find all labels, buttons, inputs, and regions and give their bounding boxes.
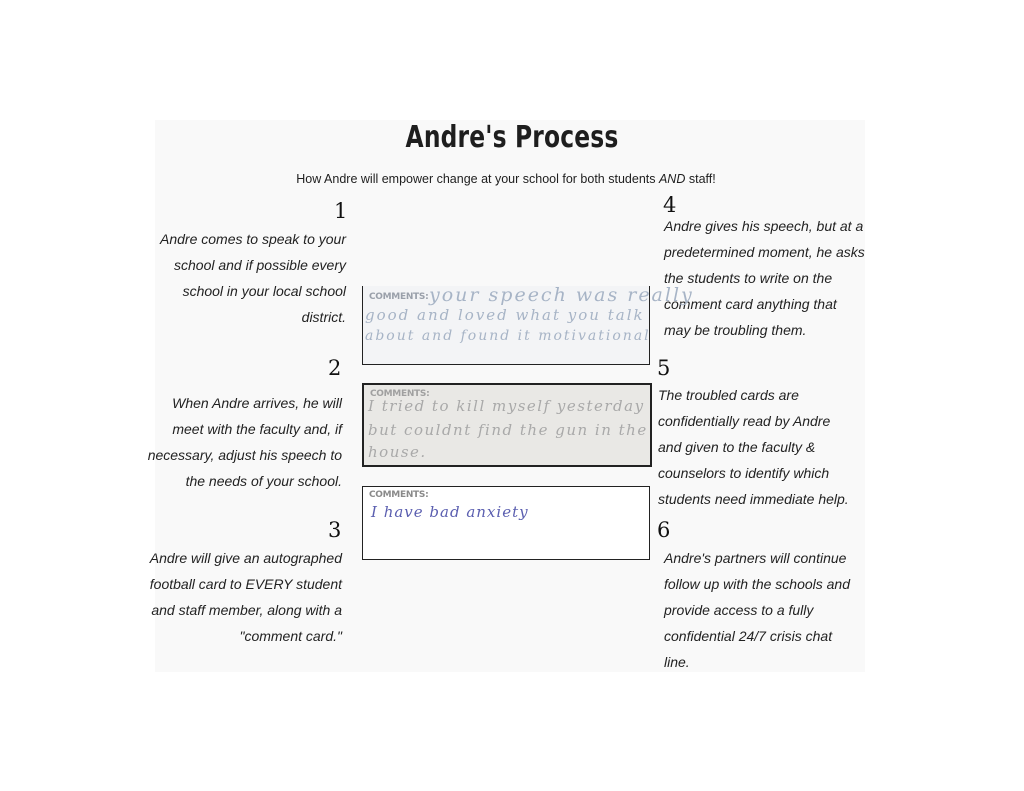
handwriting-line: good and loved what you talk [365, 306, 645, 324]
comment-card-label: COMMENTS: [369, 490, 429, 500]
step-6-number: 6 [657, 518, 671, 542]
step-2-number: 2 [328, 356, 342, 380]
comment-card-label: COMMENTS: [369, 292, 429, 302]
comment-card-image [362, 383, 652, 467]
comment-card-label: COMMENTS: [370, 389, 430, 399]
step-6-text: Andre's partners will continue follow up with the schools and provide access to a fully confidential 24/7 crisis chat line. [664, 550, 850, 670]
step-4-number: 4 [663, 193, 677, 217]
handwriting-line: I have bad anxiety [371, 503, 529, 521]
handwriting-line: but couldnt find the gun in the [368, 421, 648, 439]
comment-card-image [362, 284, 694, 365]
step-3-number: 3 [328, 518, 342, 542]
page-subtitle: How Andre will empower change at your school for both students AND staff! [296, 172, 716, 186]
step-2-text: When Andre arrives, he will meet with the faculty and, if necessary, adjust his speech to the needs of your school. [147, 395, 342, 489]
page-title: Andre's Process [405, 120, 619, 155]
handwriting-line: house. [368, 443, 427, 461]
handwriting-line: about and found it motivational [365, 328, 651, 344]
step-1-text: Andre comes to speak to your school and if possible every school in your local school district. [160, 231, 346, 325]
handwriting-line: your speech was really [429, 284, 694, 306]
step-1-number: 1 [334, 199, 348, 223]
comment-card-image [362, 486, 650, 560]
step-5-text: The troubled cards are confidentially read by Andre and given to the faculty & counselors to identify which students need immediate help. [658, 387, 849, 507]
step-4-text: Andre gives his speech, but at a predetermined moment, he asks the students to write on the comment card anything that may be troubling them. [664, 218, 865, 338]
handwriting-line: I tried to kill myself yesterday [368, 397, 645, 415]
step-5-number: 5 [657, 356, 671, 380]
step-3-text: Andre will give an autographed football card to EVERY student and staff member, along with a "comment card." [149, 550, 342, 644]
